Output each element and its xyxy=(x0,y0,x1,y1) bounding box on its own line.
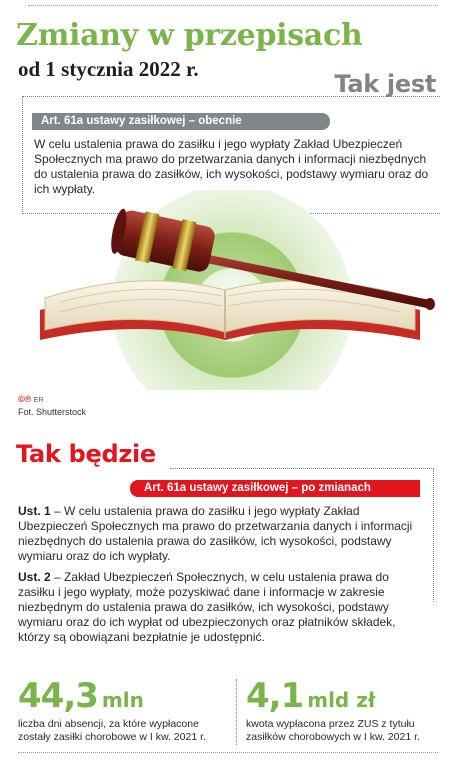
top-divider xyxy=(28,5,438,6)
stat-days-value: 44,3 mln xyxy=(18,676,144,716)
ust1-paragraph xyxy=(18,504,428,564)
ust2-paragraph xyxy=(18,570,428,645)
copyright-mark: ©℗ ER xyxy=(18,394,44,404)
current-article-label: Art. 61a ustawy zasiłkowej – obecnie xyxy=(32,113,330,130)
stat-amount-value: 4,1 mld zł xyxy=(246,676,376,716)
current-article-text: W celu ustalenia prawa do zasiłku i jego wypłaty Zakład Ubezpieczeń Społecznych ma prawo do przetwarzania danych i informacji niezbędnych do ustalenia prawa do zasiłków, ich wysokości, podstawy wymiaru oraz do ich wypłaty. xyxy=(34,137,429,196)
stat-divider xyxy=(236,679,237,745)
gavel-book-photo xyxy=(0,190,454,390)
stat-amount-desc: kwota wypłacona przez ZUS z tytułu zasiłków chorobowych w I kw. 2021 r. xyxy=(246,718,420,743)
stat-days-desc: liczba dni absencji, za które wypłacone zostały zasiłki chorobowe w I kw. 2021 r. xyxy=(18,718,206,743)
ust1-label: Ust. 1 xyxy=(18,504,51,518)
ust2-text: – Zakład Ubezpieczeń Społecznych, w celu ustalenia prawa do zasiłku i jego wypłaty, może pozyskiwać dane i informacje w zakresie niezbędnym do ustalenia prawa do zasiłków, ich wysokości, podstawy wymiaru oraz do ich wypłat od ubezpieczonych oraz płatników składek, którzy są obowiązani bezpłatnie je udostępnić. xyxy=(18,570,396,644)
page-title: Zmiany w przepisach xyxy=(16,18,363,53)
future-law-heading: Tak będzie xyxy=(16,440,156,468)
photo-credit: Fot. Shutterstock xyxy=(18,407,87,417)
current-law-heading: Tak jest xyxy=(334,70,436,98)
page-subtitle: od 1 stycznia 2022 r. xyxy=(18,57,199,81)
future-article-label: Art. 61a ustawy zasiłkowej – po zmianach xyxy=(130,480,420,497)
ust2-label: Ust. 2 xyxy=(18,570,51,584)
bottom-divider xyxy=(18,752,438,753)
ust1-text: – W celu ustalenia prawa do zasiłku i jego wypłaty Zakład Ubezpieczeń Społecznych ma prawo do przetwarzania danych i informacji niezbędnych do ustalenia prawa do zasiłków, ich wysokości, podstawy wymiaru oraz do ich wypłaty. xyxy=(18,504,413,563)
